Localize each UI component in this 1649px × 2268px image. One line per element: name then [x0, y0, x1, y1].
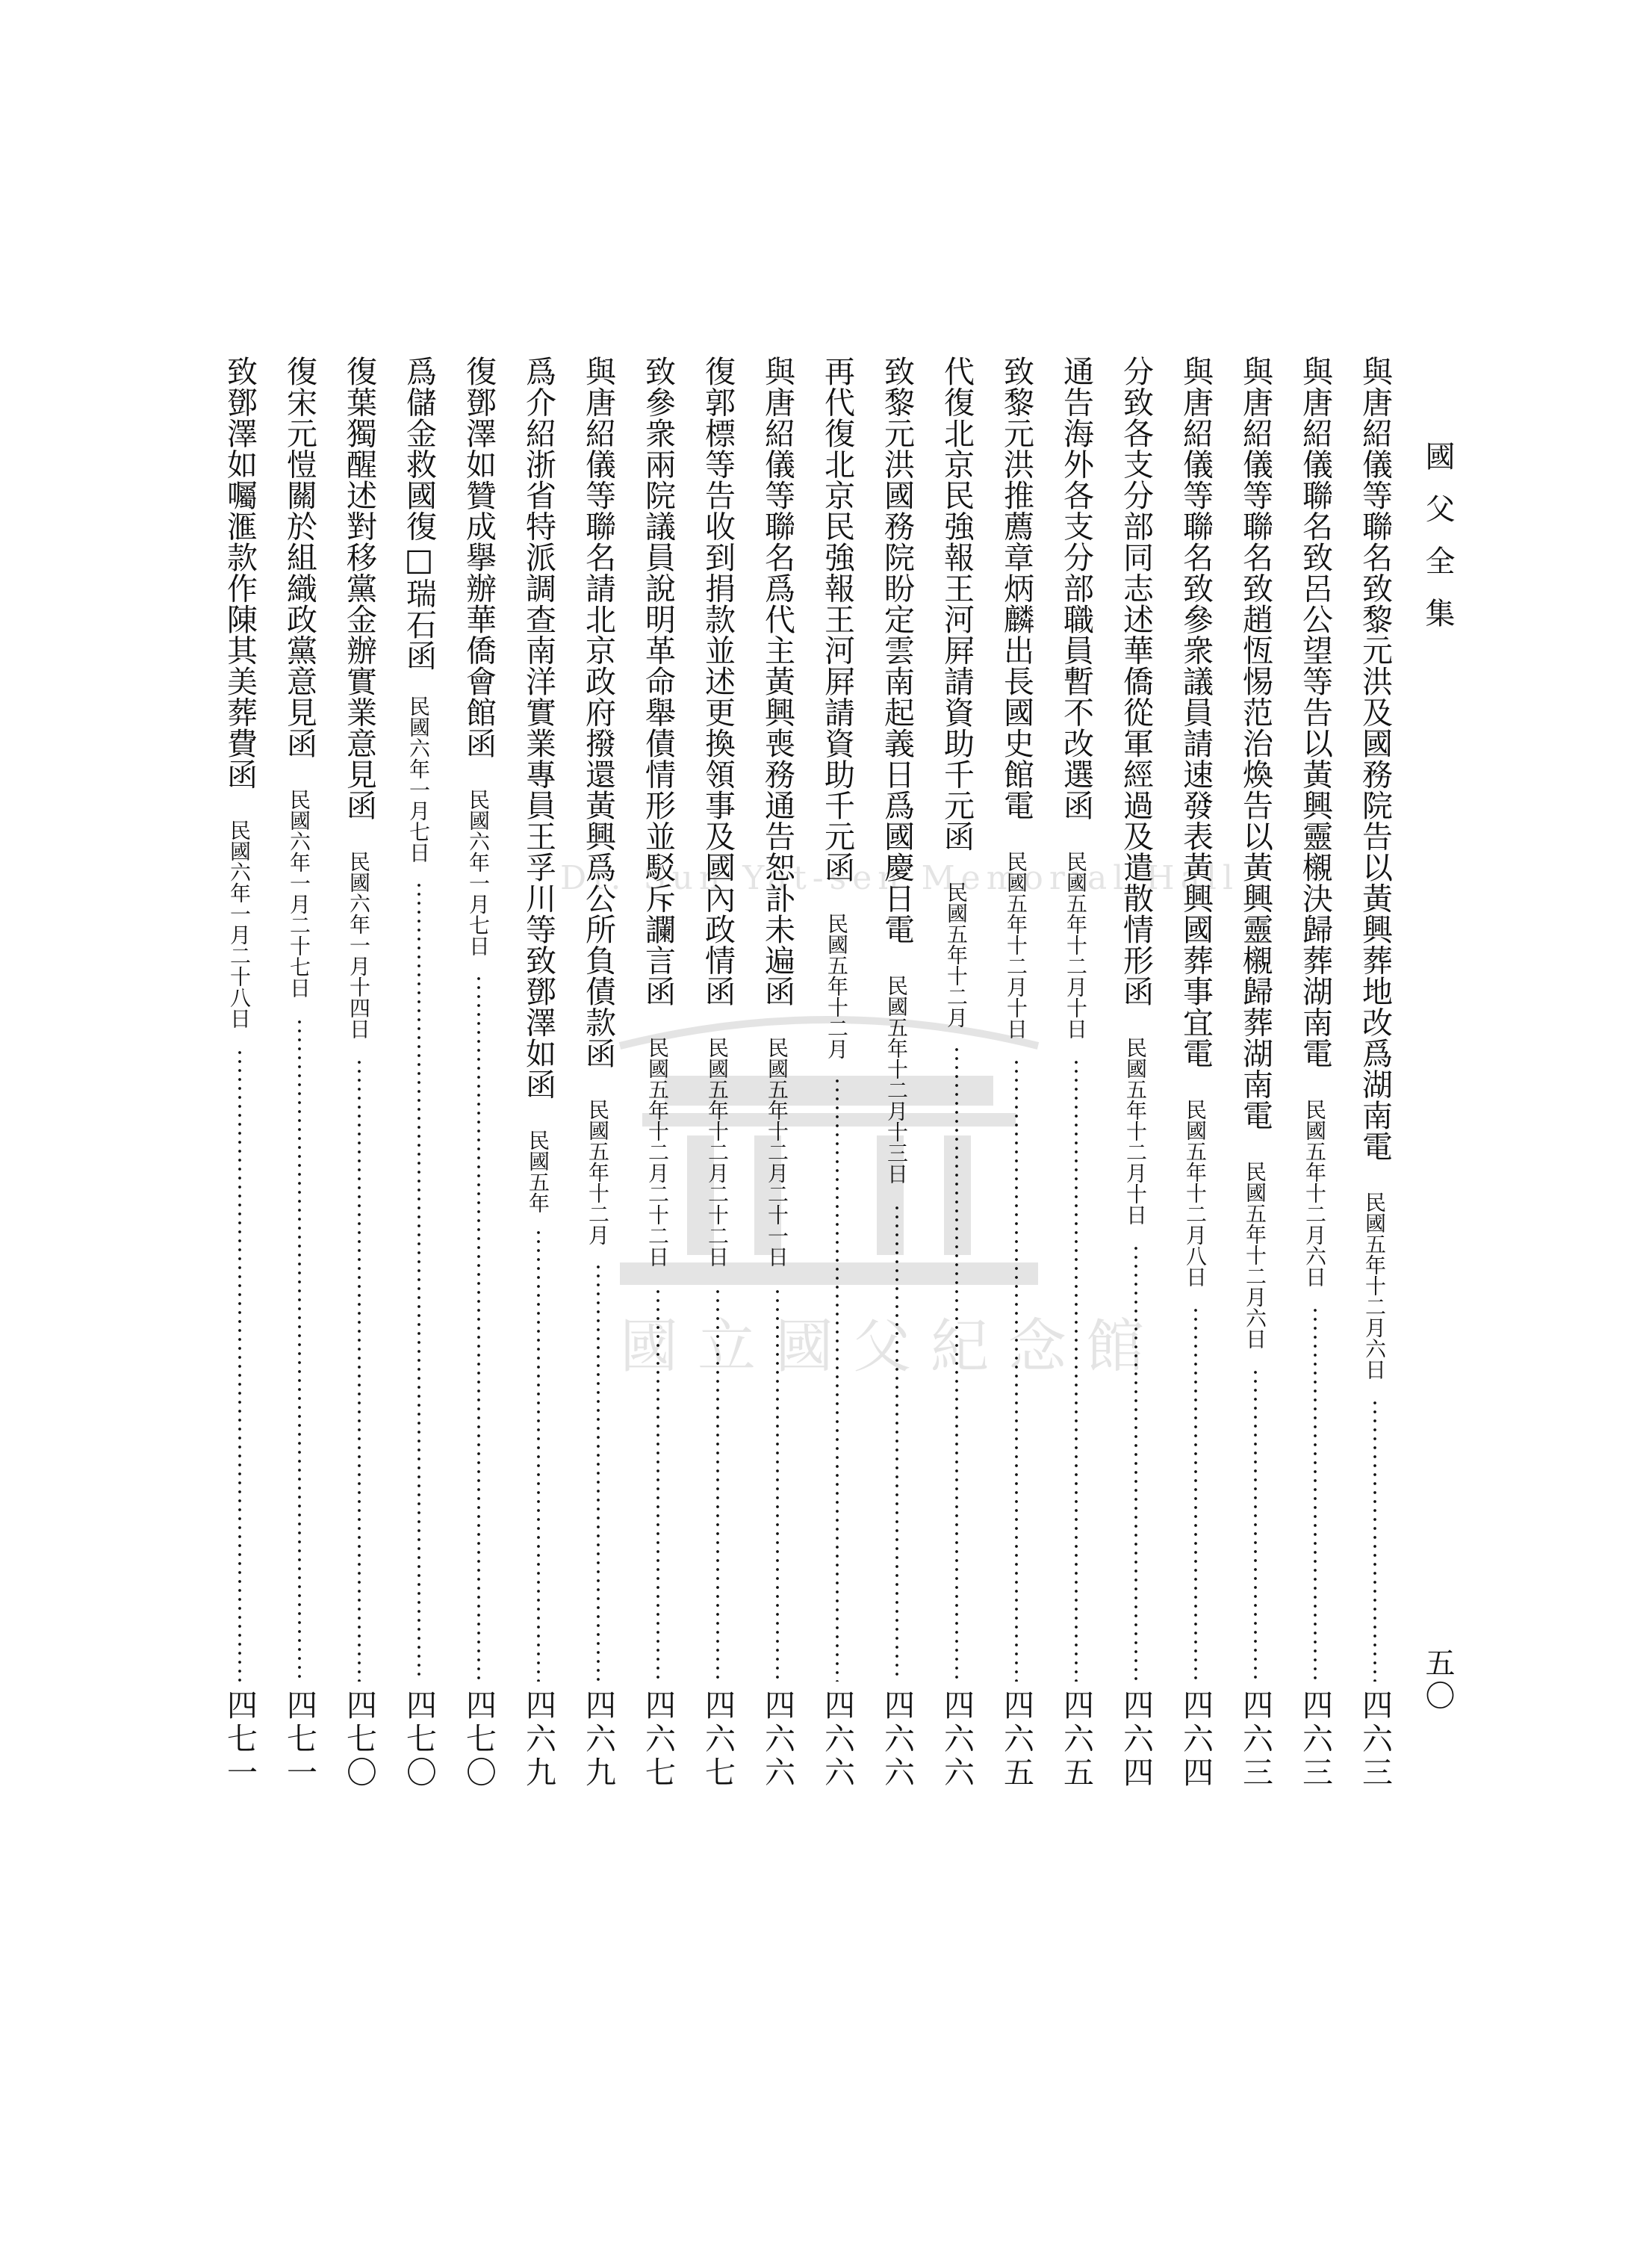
toc-entry-page: 四六六 [939, 1689, 975, 1790]
toc-entry-date: 民國五年 [526, 1130, 550, 1213]
toc-entry [1174, 356, 1219, 2268]
toc-entry-page: 四六五 [999, 1689, 1034, 1790]
toc-entry-title: 與唐紹儀等聯名致參衆議員請速發表黃興國葬事宜電 [1178, 356, 1214, 1069]
toc-entry [338, 356, 382, 2268]
toc-entry-date: 民國五年十二月十日 [1063, 851, 1088, 1039]
toc-entry-title: 與唐紹儀等聯名致趙恆惕范治煥告以黃興靈櫬歸葬湖南電 [1237, 356, 1273, 1131]
toc-entry-date: 民國六年一月二十八日 [227, 819, 252, 1029]
toc-entry-title: 分致各支分部同志述華僑從軍經過及遣散情形函 [1118, 356, 1154, 1007]
toc-entry-page: 四六四 [1118, 1689, 1154, 1790]
toc-entry [1234, 356, 1279, 2268]
dot-leader [1193, 1306, 1198, 1682]
toc-entry-date: 民國六年一月二十七日 [287, 789, 311, 998]
page-number: 五〇 [1420, 1647, 1455, 1713]
toc-entry [696, 356, 741, 2268]
toc-entry [1055, 356, 1099, 2268]
toc-entry [457, 356, 502, 2268]
toc-entry-date: 民國五年十二月 [824, 913, 849, 1059]
toc-entry [218, 356, 263, 2268]
toc-entry-title: 通告海外各支分部職員暫不改選函 [1058, 356, 1094, 821]
toc-entry-title: 致黎元洪國務院盼定雲南起義日爲國慶日電 [879, 356, 915, 945]
toc-entry-title: 與唐紹儀等聯名致黎元洪及國務院告以黃興葬地改爲湖南電 [1357, 356, 1393, 1162]
toc-entry-page: 四六五 [1058, 1689, 1094, 1790]
toc-entry-title: 致黎元洪推薦章炳麟出長國史館電 [999, 356, 1034, 821]
dot-leader [237, 1048, 242, 1682]
toc-entry [278, 356, 323, 2268]
toc-entry-title: 致鄧澤如囑滙款作陳其美葬費函 [222, 356, 258, 790]
toc-entry-title: 與唐紹儀等聯名請北京政府撥還黃興爲公所負債款函 [580, 356, 616, 1069]
toc-entry-title: 復郭標等告收到捐款並述更換領事及國內政情函 [700, 356, 736, 1007]
toc-entry-date: 民國五年十二月十日 [1123, 1037, 1148, 1225]
toc-entry-page: 四六七 [640, 1689, 676, 1790]
toc-entry-title: 爲儲金救國復□瑞石函 [401, 356, 437, 671]
dot-leader [775, 1287, 780, 1682]
toc-entry-page: 四六六 [879, 1689, 915, 1790]
toc-entry-date: 民國五年十二月六日 [1243, 1161, 1267, 1349]
dot-leader [596, 1262, 600, 1682]
dot-leader [954, 1045, 959, 1682]
toc-entry-date: 民國五年十二月六日 [1302, 1099, 1327, 1287]
toc-entry-title: 與唐紹儀聯名致呂公望等告以黃興靈櫬決歸葬湖南電 [1297, 356, 1333, 1069]
dot-leader [1313, 1306, 1317, 1682]
toc-entry-page: 四六六 [760, 1689, 795, 1790]
toc-entry-title: 復葉獨醒述對移黨金辦實業意見函 [341, 356, 377, 821]
toc-entry-title: 爲介紹浙省特派調查南洋實業專員王孚川等致鄧澤如函 [521, 356, 556, 1100]
toc-entry [517, 356, 562, 2268]
toc-entry-date: 民國五年十二月十三日 [884, 975, 909, 1184]
toc-entry-page: 四六四 [1178, 1689, 1214, 1790]
dot-leader [417, 881, 421, 1682]
toc-entry-date: 民國六年一月七日 [406, 695, 431, 863]
toc-entry [995, 356, 1040, 2268]
toc-entry [1294, 356, 1338, 2268]
dot-leader [1134, 1244, 1138, 1682]
toc-entry-date: 民國五年十二月 [586, 1099, 610, 1245]
toc-entry-title: 復宋元愷關於組織政黨意見函 [282, 356, 317, 759]
toc-entry [935, 356, 980, 2268]
dot-leader [835, 1076, 839, 1682]
toc-entry-date: 民國五年十二月二十一日 [765, 1037, 789, 1267]
toc-entry [1114, 356, 1159, 2268]
dot-leader [895, 1203, 899, 1682]
running-head: 國父全集 [1420, 441, 1455, 650]
toc-entry-page: 四七一 [222, 1689, 258, 1790]
toc-entry-date: 民國六年一月七日 [466, 789, 491, 956]
dot-leader [1253, 1368, 1258, 1682]
toc-entry-title: 復鄧澤如贊成擧辦華僑會館函 [461, 356, 497, 759]
toc-entry [577, 356, 621, 2268]
toc-entry-page: 四六三 [1237, 1689, 1273, 1790]
toc-entry [636, 356, 681, 2268]
toc-entry-page: 四六六 [819, 1689, 855, 1790]
toc-entry-title: 與唐紹儀等聯名爲代主黃興喪務通告恕訃未遍函 [760, 356, 795, 1007]
toc-entry-page: 四七〇 [461, 1689, 497, 1790]
toc-entry-date: 民國六年一月十四日 [347, 851, 371, 1039]
toc-entry-page: 四七〇 [401, 1689, 437, 1790]
toc-entry-title: 致參衆兩院議員說明革命舉債情形並駁斥讕言函 [640, 356, 676, 1007]
toc-entry-page: 四六七 [700, 1689, 736, 1790]
toc-entry [1353, 356, 1398, 2268]
toc-entry-date: 民國五年十二月二十二日 [645, 1037, 670, 1267]
toc-entry-date: 民國五年十二月 [944, 882, 969, 1028]
toc-entry-date: 民國五年十二月六日 [1362, 1192, 1387, 1380]
watermark-text: 國立國父紀念館 [620, 1313, 1164, 1381]
toc-entry-title: 代復北京民強報王河屛請資助千元函 [939, 356, 975, 852]
dot-leader [357, 1058, 361, 1682]
toc-entry [756, 356, 801, 2268]
toc-entry-page: 四六九 [580, 1689, 616, 1790]
toc-entry-date: 民國五年十二月十日 [1004, 851, 1028, 1039]
toc-entry [397, 356, 442, 2268]
toc-entry-page: 四七一 [282, 1689, 317, 1790]
toc-entry [816, 356, 860, 2268]
toc-entry-page: 四六三 [1297, 1689, 1333, 1790]
dot-leader [1074, 1058, 1078, 1682]
dot-leader [476, 974, 481, 1682]
dot-leader [656, 1287, 660, 1682]
dot-leader [536, 1228, 541, 1682]
toc-entry-title: 再代復北京民強報王河屛請資助千元函 [819, 356, 855, 883]
dot-leader [297, 1017, 302, 1682]
toc-entry-date: 民國五年十二月八日 [1183, 1099, 1208, 1287]
toc-entry-page: 四六三 [1357, 1689, 1393, 1790]
dot-leader [1014, 1058, 1019, 1682]
toc-entry-date: 民國五年十二月二十二日 [705, 1037, 730, 1267]
dot-leader [1373, 1398, 1377, 1682]
toc-entry-page: 四七〇 [341, 1689, 377, 1790]
toc-entry-page: 四六九 [521, 1689, 556, 1790]
watermark-arc-text: Dr. Sun Yat-sen Memorial Hall [560, 859, 1240, 897]
toc-entry [875, 356, 920, 2268]
dot-leader [715, 1287, 720, 1682]
